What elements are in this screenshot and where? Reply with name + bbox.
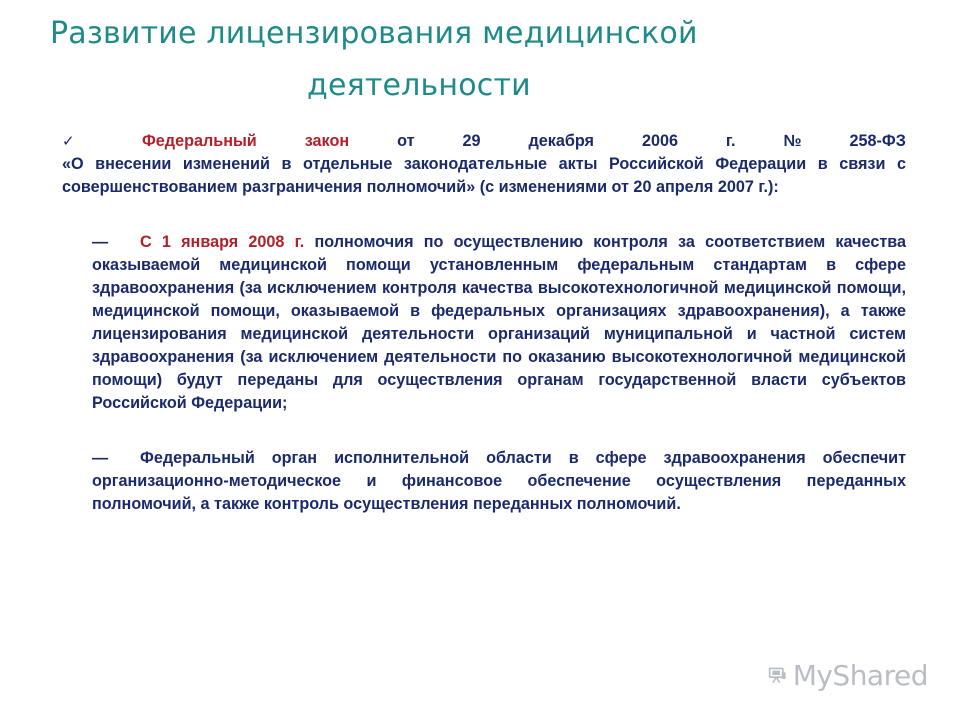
item2-text: Федеральный орган исполнительной области в сфере здравоохранения обеспечит организационно-методическое и финансовое обеспечение осуществления переданных полномочий, а также контроль осуществления переданных полномочий. [92, 449, 906, 513]
law-word-federal: Федеральный [141, 132, 257, 150]
projector-icon [768, 658, 787, 692]
law-word-number-sign: № [783, 132, 802, 150]
checkmark-icon: ✓ [62, 132, 75, 150]
slide-title-line1: Развитие лицензирования медицинской [50, 16, 698, 51]
list-item-2 [92, 447, 906, 516]
intro-rest: «О внесении изменений в отдельные законодательные акты Российской Федерации в связи с совершенствованием разграничения полномочий» (с изменениями от 20 апреля 2007 г.): [62, 155, 906, 196]
item1-text: полномочия по осуществлению контроля за соответствием качества оказываемой медицинской помощи установленным федеральным стандартам в сфере здравоохранения (за исключением контроля качества высокотехнологичной медицинской помощи, медицинской помощи, оказываемой в федеральных организациях здравоохранения), а также лицензирования медицинской деятельности организаций муниципальной и частной систем здравоохранения (за исключением деятельности по оказанию высокотехнологичной медицинской помощи) будут переданы для осуществления органам государственной власти субъектов Российской Федерации; [92, 233, 906, 412]
watermark-brand: MyShared [792, 658, 928, 692]
law-word-month: декабря [528, 132, 594, 150]
law-word-zakon: закон [304, 132, 350, 150]
slide-title [30, 8, 870, 112]
dash-bullet-2: — [92, 449, 109, 467]
slide-title-line2: деятельности [307, 68, 531, 103]
myshared-watermark [768, 655, 928, 695]
intro-paragraph [62, 130, 906, 199]
law-word-g: г. [725, 132, 736, 150]
law-word-number: 258-ФЗ [849, 132, 906, 150]
law-word-year: 2006 [641, 132, 678, 150]
slide-body [62, 130, 906, 516]
law-word-ot: от [397, 132, 415, 150]
intro-first-line [62, 130, 906, 153]
list-item-1 [92, 231, 906, 415]
law-word-day: 29 [462, 132, 481, 150]
dash-bullet-1: — [92, 233, 109, 251]
item1-date-highlight: С 1 января 2008 г. [140, 233, 305, 251]
